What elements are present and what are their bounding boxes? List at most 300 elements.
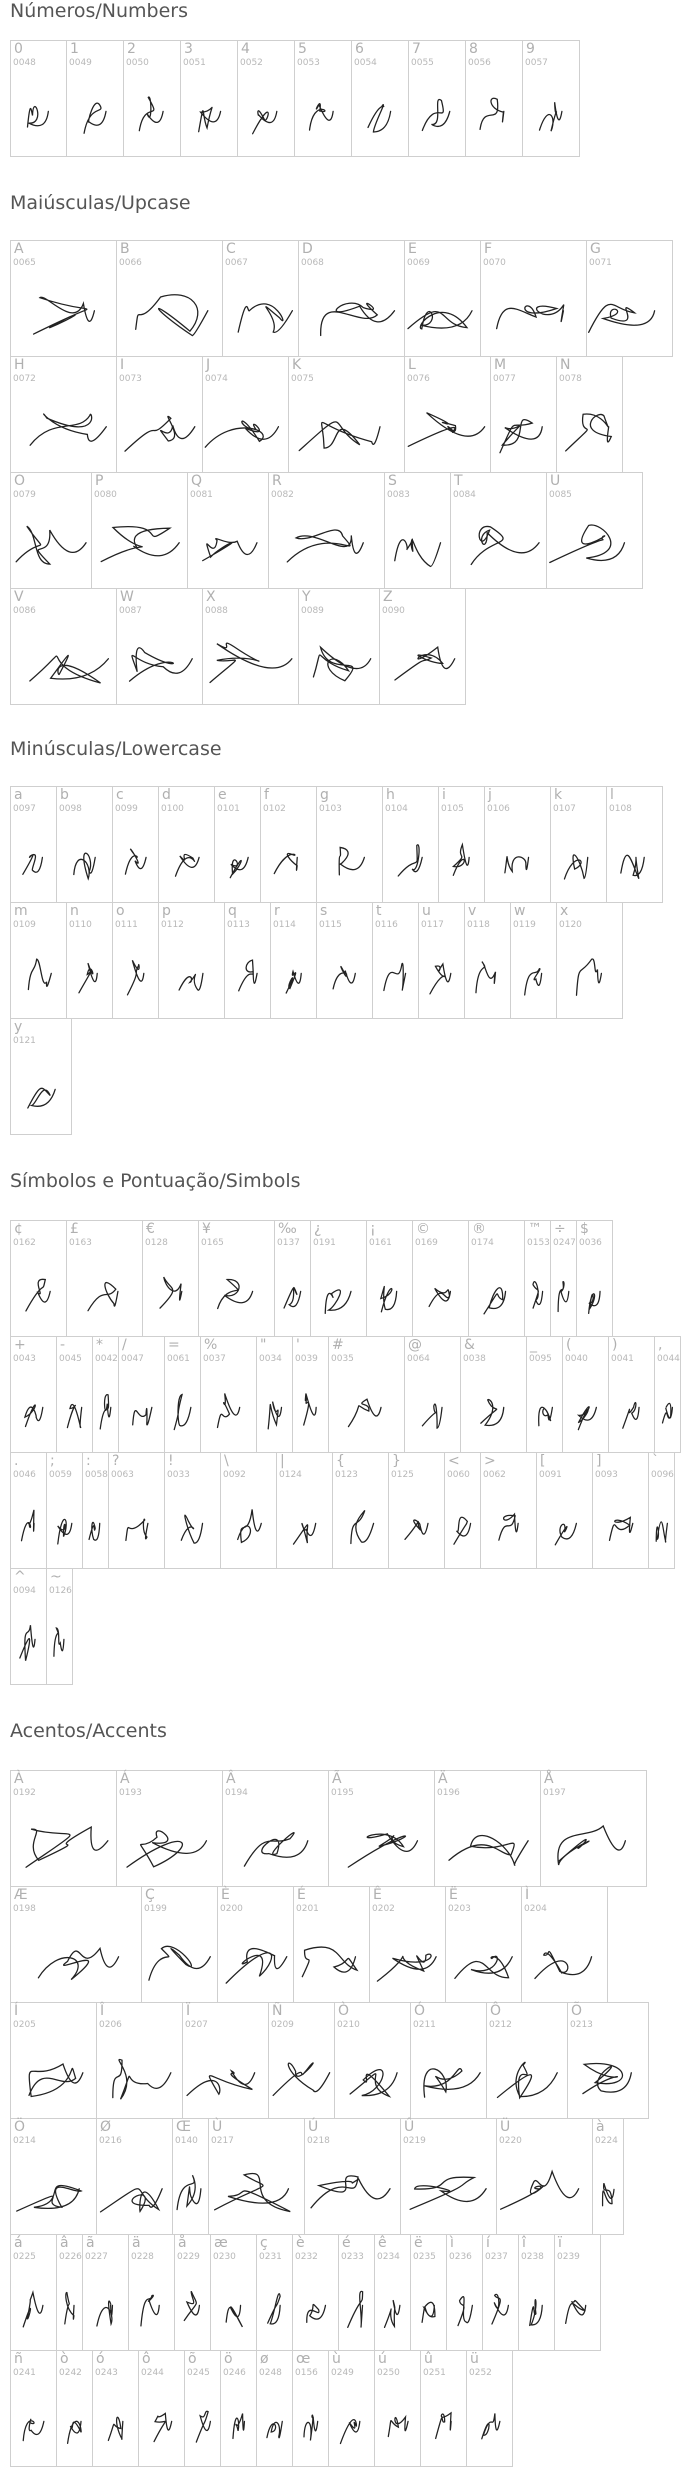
glyph-sample bbox=[577, 1251, 612, 1336]
glyph-svg bbox=[419, 933, 464, 1018]
glyph-sample bbox=[165, 1367, 200, 1452]
glyph-cell-0119 bbox=[510, 902, 557, 1019]
glyph-sample bbox=[181, 71, 237, 156]
glyph-sample bbox=[329, 1367, 404, 1452]
glyph-char: 9 bbox=[526, 41, 535, 57]
glyph-stroke bbox=[149, 1946, 210, 1980]
glyph-stroke bbox=[499, 1514, 518, 1540]
glyph-code: 0100 bbox=[161, 804, 184, 814]
glyph-code: 0230 bbox=[213, 2252, 236, 2262]
glyph-code: 0203 bbox=[448, 1904, 471, 1914]
glyph-code: 0115 bbox=[319, 920, 342, 930]
glyph-stroke bbox=[377, 1954, 436, 1981]
glyph-cell-0086 bbox=[10, 588, 117, 705]
glyph-cell-0077 bbox=[490, 356, 557, 473]
glyph-code: 0214 bbox=[13, 2136, 36, 2146]
glyph-sample bbox=[541, 1801, 646, 1886]
glyph-svg bbox=[181, 71, 237, 156]
glyph-stroke bbox=[381, 1287, 397, 1312]
glyph-sample bbox=[159, 817, 214, 902]
glyph-char: X bbox=[206, 589, 216, 605]
glyph-stroke bbox=[422, 2302, 435, 2322]
glyph-code: 0074 bbox=[205, 374, 228, 384]
glyph-cell-0108 bbox=[606, 786, 663, 903]
glyph-svg bbox=[11, 1917, 141, 2002]
glyph-stroke bbox=[558, 1282, 569, 1312]
glyph-svg bbox=[185, 2381, 220, 2466]
glyph-svg bbox=[461, 1367, 526, 1452]
glyph-stroke bbox=[307, 2304, 326, 2322]
glyph-sample bbox=[339, 2265, 374, 2350]
glyph-svg bbox=[143, 1251, 198, 1336]
glyph-cell-0053 bbox=[294, 40, 352, 157]
glyph-stroke bbox=[449, 1836, 528, 1866]
glyph-sample bbox=[11, 1599, 46, 1684]
glyph-sample bbox=[271, 933, 316, 1018]
glyph-cell-0198 bbox=[10, 1886, 142, 2003]
glyph-char: ® bbox=[472, 1221, 486, 1237]
glyph-stroke bbox=[174, 1394, 191, 1429]
glyph-char: Ó bbox=[414, 2003, 426, 2019]
glyph-stroke bbox=[67, 1404, 81, 1427]
glyph-cell-0219 bbox=[400, 2118, 497, 2235]
glyph-svg bbox=[557, 933, 622, 1018]
glyph-stroke bbox=[23, 2419, 44, 2440]
glyph-sample bbox=[199, 1251, 274, 1336]
glyph-svg bbox=[568, 2033, 648, 2118]
glyph-cell-0065 bbox=[10, 240, 117, 357]
glyph-svg bbox=[451, 503, 546, 588]
glyph-char: ç bbox=[260, 2235, 268, 2251]
glyph-cell-0125 bbox=[388, 1452, 445, 1569]
glyph-sample bbox=[173, 2149, 208, 2234]
glyph-char: L bbox=[408, 357, 416, 373]
glyph-char: J bbox=[206, 357, 211, 373]
glyph-svg bbox=[47, 1483, 82, 1568]
glyph-code: 0110 bbox=[69, 920, 92, 930]
glyph-cell-0165 bbox=[198, 1220, 275, 1337]
glyph-code: 0244 bbox=[141, 2368, 164, 2378]
glyph-char: h bbox=[386, 787, 395, 803]
glyph-svg bbox=[375, 2265, 410, 2350]
glyph-char: T bbox=[454, 473, 463, 489]
glyph-svg bbox=[11, 2381, 56, 2466]
glyph-code: 0237 bbox=[485, 2252, 508, 2262]
glyph-svg bbox=[139, 2381, 184, 2466]
glyph-stroke bbox=[481, 1400, 504, 1426]
glyph-svg bbox=[481, 1483, 536, 1568]
glyph-stroke bbox=[398, 845, 422, 876]
glyph-code: 0118 bbox=[467, 920, 490, 930]
glyph-sample bbox=[329, 1801, 434, 1886]
glyph-svg bbox=[11, 619, 116, 704]
glyph-sample bbox=[11, 1251, 66, 1336]
glyph-code: 0198 bbox=[13, 1904, 36, 1914]
glyph-svg bbox=[519, 2265, 554, 2350]
glyph-cell-0049 bbox=[66, 40, 124, 157]
glyph-char: ¿ bbox=[314, 1221, 322, 1237]
glyph-svg bbox=[465, 933, 510, 1018]
glyph-svg bbox=[57, 1367, 92, 1452]
glyph-svg bbox=[11, 1367, 56, 1452]
glyph-code: 0202 bbox=[372, 1904, 395, 1914]
glyph-svg bbox=[11, 271, 116, 356]
glyph-cell-0040 bbox=[562, 1336, 609, 1453]
glyph-sample bbox=[257, 2265, 292, 2350]
glyph-sample bbox=[11, 2149, 96, 2234]
glyph-cell-0084 bbox=[450, 472, 547, 589]
glyph-sample bbox=[67, 933, 112, 1018]
glyph-code: 0235 bbox=[413, 2252, 436, 2262]
glyph-sample bbox=[563, 1367, 608, 1452]
glyph-char: e bbox=[218, 787, 227, 803]
glyph-sample bbox=[447, 2265, 482, 2350]
glyph-cell-0104 bbox=[382, 786, 439, 903]
glyph-stroke bbox=[540, 102, 562, 131]
glyph-cell-0162 bbox=[10, 1220, 67, 1337]
glyph-svg bbox=[218, 1917, 293, 2002]
glyph-cell-0033 bbox=[164, 1452, 221, 1569]
glyph-stroke bbox=[340, 2420, 359, 2444]
glyph-sample bbox=[218, 1917, 293, 2002]
glyph-cell-0237 bbox=[482, 2234, 519, 2351]
glyph-code: 0195 bbox=[331, 1788, 354, 1798]
glyph-sample bbox=[57, 817, 112, 902]
glyph-stroke bbox=[325, 1290, 351, 1313]
glyph-sample bbox=[547, 503, 642, 588]
glyph-cell-0067 bbox=[222, 240, 299, 357]
glyph-stroke bbox=[26, 1279, 50, 1311]
glyph-stroke bbox=[238, 304, 292, 333]
glyph-code: 0039 bbox=[295, 1354, 318, 1364]
glyph-code: 0082 bbox=[271, 490, 294, 500]
glyph-cell-0230 bbox=[210, 2234, 257, 2351]
glyph-stroke bbox=[621, 855, 644, 878]
glyph-sample bbox=[117, 387, 202, 472]
glyph-code: 0045 bbox=[59, 1354, 82, 1364]
glyph-cell-0098 bbox=[56, 786, 113, 903]
glyph-code: 0216 bbox=[99, 2136, 122, 2146]
glyph-cell-0207 bbox=[182, 2002, 269, 2119]
glyph-svg bbox=[311, 1251, 366, 1336]
glyph-svg bbox=[389, 1483, 444, 1568]
glyph-code: 0035 bbox=[331, 1354, 354, 1364]
glyph-stroke bbox=[127, 1831, 206, 1867]
glyph-cell-0078 bbox=[556, 356, 623, 473]
glyph-stroke bbox=[54, 1628, 64, 1656]
glyph-code: 0231 bbox=[259, 2252, 282, 2262]
glyph-char: ë bbox=[414, 2235, 423, 2251]
glyph-sample bbox=[11, 387, 116, 472]
glyph-svg bbox=[411, 2033, 486, 2118]
glyph-char: ó bbox=[96, 2351, 105, 2367]
glyph-char: % bbox=[204, 1337, 218, 1353]
glyph-svg bbox=[467, 2381, 512, 2466]
glyph-svg bbox=[57, 2381, 92, 2466]
glyph-svg bbox=[83, 1483, 108, 1568]
glyph-char: ~ bbox=[50, 1569, 62, 1585]
glyph-code: 0111 bbox=[115, 920, 138, 930]
glyph-char: P bbox=[95, 473, 104, 489]
glyph-char: î bbox=[522, 2235, 526, 2251]
glyph-sample bbox=[409, 71, 465, 156]
glyph-char: É bbox=[297, 1887, 306, 1903]
glyph-code: 0087 bbox=[119, 606, 142, 616]
glyph-stroke bbox=[583, 2064, 631, 2094]
glyph-char: D bbox=[302, 241, 313, 257]
glyph-svg bbox=[593, 2149, 623, 2234]
glyph-svg bbox=[188, 503, 268, 588]
glyph-code: 0126 bbox=[49, 1586, 72, 1596]
glyph-cell-0113 bbox=[224, 902, 271, 1019]
glyph-svg bbox=[257, 2381, 292, 2466]
glyph-svg bbox=[380, 619, 465, 704]
glyph-svg bbox=[383, 817, 438, 902]
glyph-cell-0110 bbox=[66, 902, 113, 1019]
glyph-char: á bbox=[14, 2235, 23, 2251]
glyph-char: q bbox=[228, 903, 237, 919]
glyph-svg bbox=[93, 1367, 118, 1452]
glyph-stroke bbox=[268, 1402, 281, 1429]
glyph-char: A bbox=[14, 241, 24, 257]
glyph-cell-0242 bbox=[56, 2350, 93, 2467]
glyph-char: y bbox=[14, 1019, 23, 1035]
glyph-code: 0107 bbox=[553, 804, 576, 814]
glyph-cell-0238 bbox=[518, 2234, 555, 2351]
glyph-stroke bbox=[20, 1625, 35, 1660]
glyph-cell-0244 bbox=[138, 2350, 185, 2467]
glyph-stroke bbox=[29, 2064, 83, 2096]
glyph-cell-0228 bbox=[128, 2234, 175, 2351]
glyph-cell-0206 bbox=[96, 2002, 183, 2119]
glyph-code: 0101 bbox=[217, 804, 240, 814]
glyph-stroke bbox=[130, 648, 193, 681]
glyph-sample bbox=[113, 817, 158, 902]
glyph-sample bbox=[469, 1251, 524, 1336]
glyph-char: 2 bbox=[127, 41, 136, 57]
glyph-cell-0163 bbox=[66, 1220, 143, 1337]
glyph-svg bbox=[159, 817, 214, 902]
glyph-sample bbox=[568, 2033, 648, 2118]
glyph-char: ! bbox=[168, 1453, 174, 1469]
glyph-cell-0161 bbox=[366, 1220, 413, 1337]
glyph-sample bbox=[83, 2265, 128, 2350]
glyph-cell-0200 bbox=[217, 1886, 294, 2003]
glyph-char: : bbox=[86, 1453, 91, 1469]
glyph-sample bbox=[293, 2381, 328, 2466]
glyph-code: 0161 bbox=[369, 1238, 392, 1248]
glyph-sample bbox=[383, 817, 438, 902]
glyph-cell-0038 bbox=[460, 1336, 527, 1453]
glyph-svg bbox=[405, 1367, 460, 1452]
glyph-char: 0 bbox=[14, 41, 23, 57]
glyph-sample bbox=[527, 1367, 562, 1452]
glyph-char: $ bbox=[580, 1221, 589, 1237]
glyph-char: C bbox=[226, 241, 236, 257]
glyph-svg bbox=[47, 1599, 72, 1684]
glyph-char: © bbox=[416, 1221, 430, 1237]
glyph-code: 0049 bbox=[69, 58, 92, 68]
glyph-cell-0107 bbox=[550, 786, 607, 903]
glyph-stroke bbox=[179, 973, 203, 990]
glyph-code: 0193 bbox=[119, 1788, 142, 1798]
glyph-sample bbox=[466, 71, 522, 156]
glyph-sample bbox=[551, 1251, 576, 1336]
glyph-svg bbox=[215, 817, 260, 902]
glyph-svg bbox=[352, 71, 408, 156]
glyph-code: 0099 bbox=[115, 804, 138, 814]
glyph-cell-0252 bbox=[466, 2350, 513, 2467]
glyph-code: 0075 bbox=[291, 374, 314, 384]
glyph-code: 0206 bbox=[99, 2020, 122, 2030]
glyph-code: 0065 bbox=[13, 258, 36, 268]
glyph-code: 0090 bbox=[382, 606, 405, 616]
glyph-char: ? bbox=[112, 1453, 120, 1469]
glyph-svg bbox=[466, 71, 522, 156]
glyph-cell-0116 bbox=[372, 902, 419, 1019]
glyph-cell-0205 bbox=[10, 2002, 97, 2119]
glyph-code: 0095 bbox=[529, 1354, 552, 1364]
glyph-char: Ú bbox=[308, 2119, 319, 2135]
glyph-char: @ bbox=[408, 1337, 422, 1353]
glyph-svg bbox=[439, 817, 484, 902]
glyph-cell-0102 bbox=[260, 786, 317, 903]
glyph-code: 0252 bbox=[469, 2368, 492, 2378]
glyph-code: 0192 bbox=[13, 1788, 36, 1798]
glyph-svg bbox=[269, 503, 384, 588]
glyph-char: 3 bbox=[184, 41, 193, 57]
glyph-cell-0061 bbox=[164, 1336, 201, 1453]
glyph-code: 0156 bbox=[295, 2368, 318, 2378]
glyph-char: ) bbox=[612, 1337, 618, 1353]
glyph-sample bbox=[269, 503, 384, 588]
glyph-svg bbox=[317, 933, 372, 1018]
glyph-char: p bbox=[162, 903, 171, 919]
glyph-code: 0062 bbox=[483, 1470, 506, 1480]
glyph-code: 0165 bbox=[201, 1238, 224, 1248]
glyph-cell-0235 bbox=[410, 2234, 447, 2351]
glyph-cell-0229 bbox=[174, 2234, 211, 2351]
glyph-cell-0120 bbox=[556, 902, 623, 1019]
glyph-code: 0125 bbox=[391, 1470, 414, 1480]
glyph-stroke bbox=[141, 2295, 159, 2326]
glyph-stroke bbox=[268, 2294, 280, 2324]
glyph-stroke bbox=[429, 1288, 450, 1306]
glyph-stroke bbox=[408, 413, 484, 447]
glyph-cell-0251 bbox=[420, 2350, 467, 2467]
glyph-cell-0047 bbox=[118, 1336, 165, 1453]
glyph-code: 0050 bbox=[126, 58, 149, 68]
glyph-char: s bbox=[320, 903, 328, 919]
glyph-svg bbox=[203, 619, 298, 704]
glyph-stroke bbox=[181, 1515, 202, 1543]
glyph-stroke bbox=[65, 2293, 74, 2324]
glyph-char: f bbox=[264, 787, 269, 803]
glyph-cell-0209 bbox=[268, 2002, 335, 2119]
glyph-stroke bbox=[578, 1407, 596, 1430]
glyph-svg bbox=[92, 503, 187, 588]
glyph-cell-0225 bbox=[10, 2234, 57, 2351]
glyph-stroke bbox=[311, 2176, 390, 2208]
glyph-char: _ bbox=[530, 1337, 537, 1353]
glyph-svg bbox=[257, 2265, 292, 2350]
glyph-code: 0227 bbox=[85, 2252, 108, 2262]
glyph-stroke bbox=[500, 420, 542, 453]
glyph-sample bbox=[483, 2265, 518, 2350]
glyph-sample bbox=[183, 2033, 268, 2118]
glyph-stroke bbox=[205, 421, 278, 447]
glyph-stroke bbox=[471, 526, 539, 564]
glyph-stroke bbox=[100, 1395, 111, 1429]
glyph-char: õ bbox=[188, 2351, 197, 2367]
glyph-char: Ü bbox=[500, 2119, 511, 2135]
glyph-code: 0105 bbox=[441, 804, 464, 814]
glyph-cell-0226 bbox=[56, 2234, 83, 2351]
glyph-svg bbox=[201, 1367, 256, 1452]
glyph-stroke bbox=[74, 853, 95, 878]
glyph-code: 0106 bbox=[487, 804, 510, 814]
glyph-svg bbox=[335, 2033, 410, 2118]
glyph-char: S bbox=[388, 473, 397, 489]
glyph-svg bbox=[11, 2149, 96, 2234]
glyph-char: â bbox=[60, 2235, 69, 2251]
glyph-char: m bbox=[14, 903, 28, 919]
glyph-sample bbox=[294, 1917, 369, 2002]
glyph-svg bbox=[57, 2265, 82, 2350]
glyph-char: Ä bbox=[438, 1771, 448, 1787]
glyph-code: 0084 bbox=[453, 490, 476, 500]
glyph-sample bbox=[405, 1367, 460, 1452]
glyph-cell-0128 bbox=[142, 1220, 199, 1337]
glyph-code: 0241 bbox=[13, 2368, 36, 2378]
glyph-svg bbox=[339, 2265, 374, 2350]
glyph-sample bbox=[299, 619, 379, 704]
glyph-stroke bbox=[226, 1949, 287, 1984]
glyph-sample bbox=[461, 1367, 526, 1452]
glyph-code: 0064 bbox=[407, 1354, 430, 1364]
glyph-code: 0238 bbox=[521, 2252, 544, 2262]
glyph-sample bbox=[221, 2381, 256, 2466]
glyph-cell-0051 bbox=[180, 40, 238, 157]
glyph-code: 0250 bbox=[377, 2368, 400, 2378]
glyph-stroke bbox=[84, 103, 106, 133]
glyph-cell-0080 bbox=[91, 472, 188, 589]
glyph-cell-0088 bbox=[202, 588, 299, 705]
glyph-char: \ bbox=[224, 1453, 229, 1469]
glyph-svg bbox=[199, 1251, 274, 1336]
glyph-sample bbox=[451, 503, 546, 588]
glyph-stroke bbox=[210, 643, 292, 682]
glyph-code: 0210 bbox=[337, 2020, 360, 2030]
glyph-stroke bbox=[125, 849, 146, 874]
glyph-svg bbox=[405, 271, 480, 356]
glyph-code: 0054 bbox=[354, 58, 377, 68]
glyph-sample bbox=[289, 387, 404, 472]
glyph-sample bbox=[519, 2265, 554, 2350]
glyph-svg bbox=[11, 933, 66, 1018]
glyph-svg bbox=[329, 1801, 434, 1886]
glyph-stroke bbox=[127, 960, 143, 995]
glyph-sample bbox=[435, 1801, 540, 1886]
glyph-char: ò bbox=[60, 2351, 69, 2367]
glyph-code: 0196 bbox=[437, 1788, 460, 1798]
glyph-svg bbox=[563, 1367, 608, 1452]
glyph-cell-0126 bbox=[46, 1568, 73, 1685]
glyph-stroke bbox=[286, 971, 301, 993]
glyph-cell-0054 bbox=[351, 40, 409, 157]
glyph-code: 0191 bbox=[313, 1238, 336, 1248]
glyph-svg bbox=[483, 2265, 518, 2350]
